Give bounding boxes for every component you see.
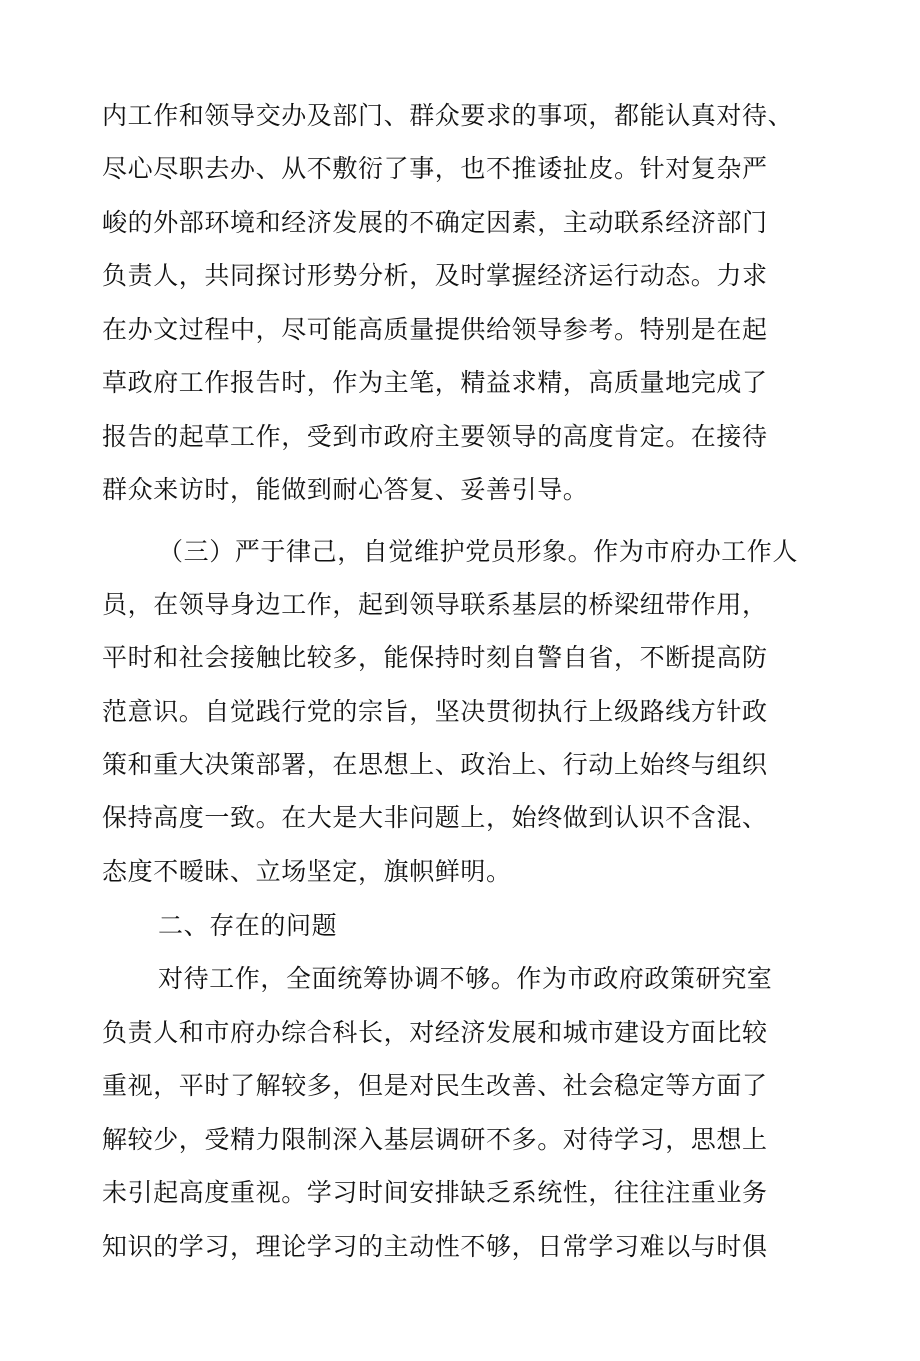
paragraph-heading-line: （三）严于律己，自觉维护党员形象。作为市府办工作人 <box>158 537 799 566</box>
text-line: 知识的学习，理论学习的主动性不够，日常学习难以与时俱 <box>102 1232 768 1261</box>
text-line: 群众来访时，能做到耐心答复、妥善引导。 <box>102 475 589 504</box>
text-line: 内工作和领导交办及部门、群众要求的事项，都能认真对待、 <box>102 101 794 130</box>
text-line: 平时和社会接触比较多，能保持时刻自警自省，不断提高防 <box>102 643 768 672</box>
text-line: 解较少，受精力限制深入基层调研不多。对待学习，思想上 <box>102 1125 768 1154</box>
text-line: 负责人，共同探讨形势分析，及时掌握经济运行动态。力求 <box>102 261 768 290</box>
text-line: 态度不暧昧、立场坚定，旗帜鲜明。 <box>102 857 512 886</box>
text-line: 未引起高度重视。学习时间安排缺乏系统性，往往注重业务 <box>102 1178 768 1207</box>
section-heading: 二、存在的问题 <box>158 911 338 940</box>
paragraph-first-line: 对待工作，全面统筹协调不够。作为市政府政策研究室 <box>158 964 773 993</box>
text-line: 策和重大决策部署，在思想上、政治上、行动上始终与组织 <box>102 750 768 779</box>
text-line: 重视，平时了解较多，但是对民生改善、社会稳定等方面了 <box>102 1071 768 1100</box>
text-line: 保持高度一致。在大是大非问题上，始终做到认识不含混、 <box>102 803 768 832</box>
text-line: 范意识。自觉践行党的宗旨，坚决贯彻执行上级路线方针政 <box>102 697 768 726</box>
text-line: 草政府工作报告时，作为主笔，精益求精，高质量地完成了 <box>102 368 768 397</box>
text-line: 峻的外部环境和经济发展的不确定因素，主动联系经济部门 <box>102 208 768 237</box>
text-line: 员，在领导身边工作，起到领导联系基层的桥梁纽带作用， <box>102 590 768 619</box>
text-line: 在办文过程中，尽可能高质量提供给领导参考。特别是在起 <box>102 315 768 344</box>
text-line: 负责人和市府办综合科长，对经济发展和城市建设方面比较 <box>102 1018 768 1047</box>
text-line: 报告的起草工作，受到市政府主要领导的高度肯定。在接待 <box>102 422 768 451</box>
text-line: 尽心尽职去办、从不敷衍了事，也不推诿扯皮。针对复杂严 <box>102 154 768 183</box>
